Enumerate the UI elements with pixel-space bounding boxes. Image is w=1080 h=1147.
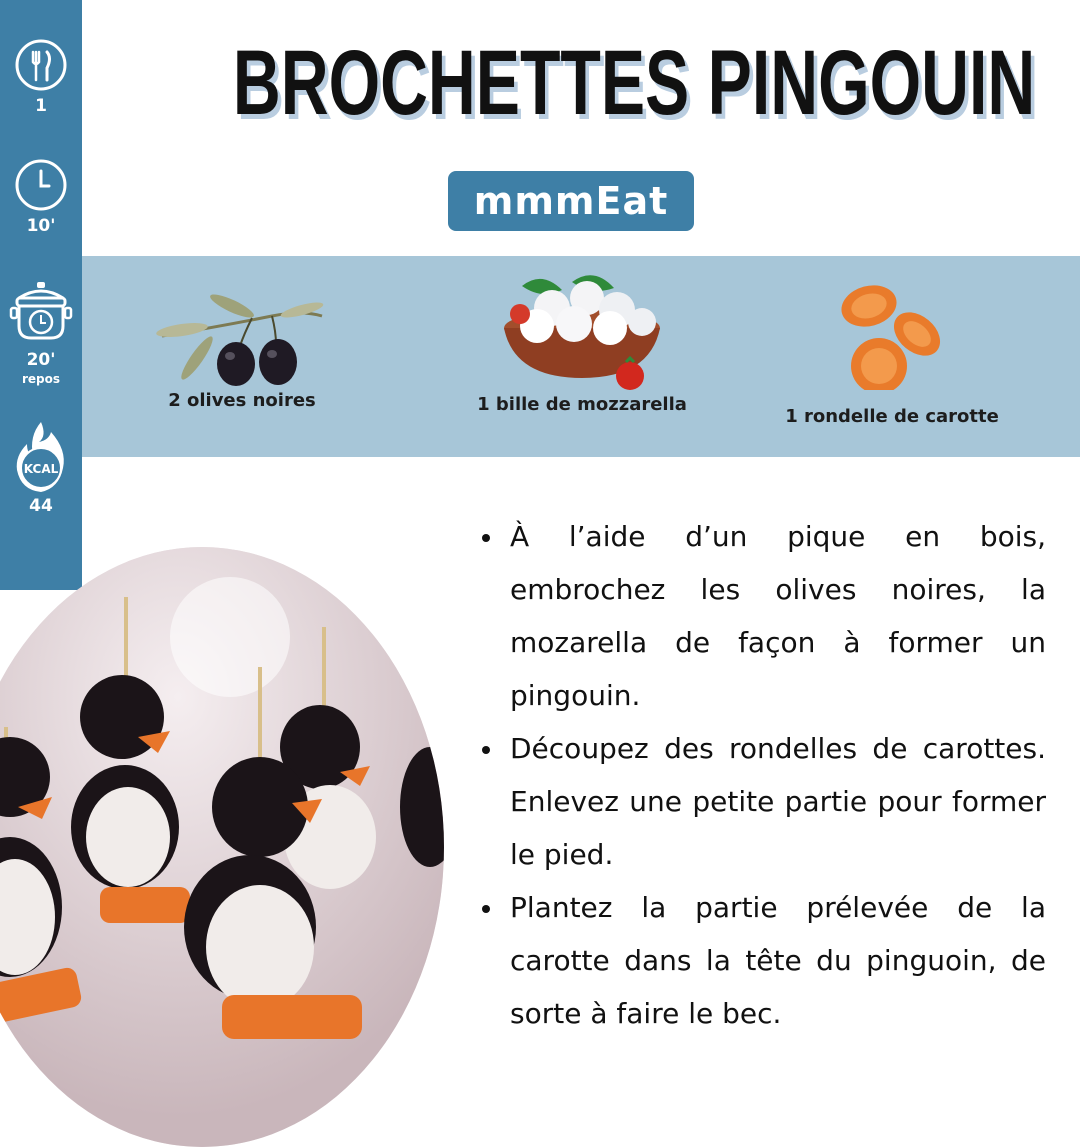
rest-time-stat: [0, 280, 82, 386]
prep-time-stat: [0, 158, 82, 236]
carrot-slices-icon: [837, 278, 947, 390]
black-olives-icon: [152, 286, 332, 386]
kcal-badge-text: KCAL: [23, 462, 59, 476]
ingredients-band: [82, 256, 1080, 457]
cooking-pot-icon: [9, 280, 73, 344]
ingredient-carrot-label: 1 rondelle de carotte: [785, 406, 999, 427]
page-title: BROCHETTES PINGOUIN: [232, 32, 1036, 134]
penguin-skewers-photo: [0, 547, 444, 1147]
ingredient-olives-label: 2 olives noires: [168, 390, 316, 411]
recipe-steps: [478, 510, 1046, 1040]
penguin-skewers-image: [0, 547, 444, 1147]
ingredient-mozzarella-label: 1 bille de mozzarella: [477, 394, 687, 415]
clock-icon: [14, 158, 68, 212]
fork-knife-icon: [14, 38, 68, 92]
ingredient-olives: [142, 286, 342, 411]
servings-stat: [0, 38, 82, 116]
ingredient-mozzarella: [472, 268, 692, 415]
servings-value: 1: [35, 96, 47, 116]
calories-value: 44: [29, 496, 53, 516]
calories-stat: [0, 420, 82, 516]
mozzarella-bowl-icon: [492, 268, 672, 390]
prep-time-value: 10': [26, 216, 56, 236]
ingredient-carrot: [782, 278, 1002, 427]
recipe-info-sidebar: [0, 0, 82, 590]
brand-logo: mmmEat: [448, 171, 694, 231]
step-2: Découpez des rondelles de carottes. Enlevez une petite partie pour former le pied.: [478, 722, 1046, 881]
step-1: À l’aide d’un pique en bois, embrochez les olives noires, la mozarella de façon à former un pingouin.: [478, 510, 1046, 722]
rest-time-label: repos: [21, 372, 61, 386]
step-3: Plantez la partie prélevée de la carotte dans la tête du pinguoin, de sorte à faire le bec.: [478, 881, 1046, 1040]
rest-time-value: 20': [26, 350, 56, 370]
kcal-flame-icon: [10, 420, 72, 494]
